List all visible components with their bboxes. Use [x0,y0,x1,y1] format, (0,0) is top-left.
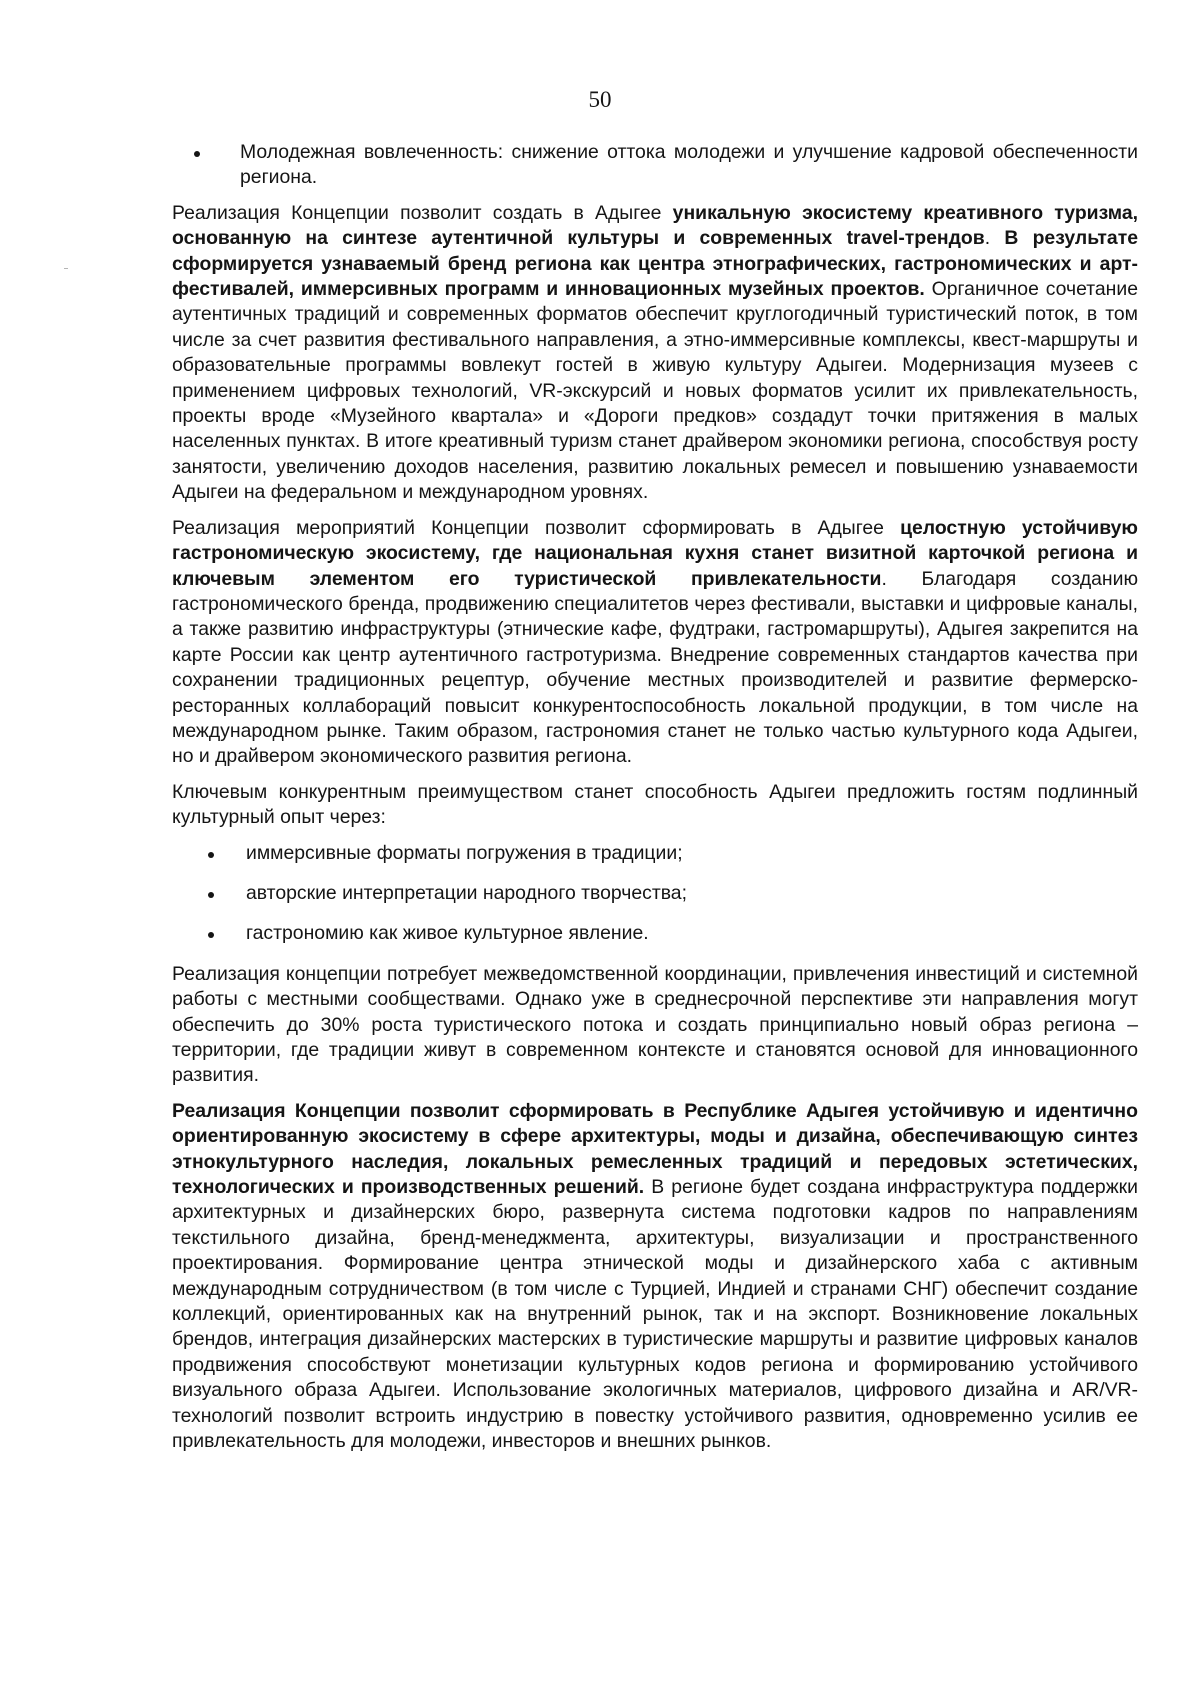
paragraph-creative-tourism [172,201,1138,506]
paragraph-gastronomy [172,516,1138,770]
p2-text-c: . Благодаря созданию гастрономического бренда, продвижению специалитетов через фестивали, выставки и цифровые каналы, а также развитию инфраструктуры (этнические кафе, фудтраки, гастромаршруты), Адыгея закрепится на карте России как центр аутентичного гастротуризма. Внедрение современных стандартов качества при сохранении традиционных рецептур, обучение местных производителей и развитие фермерско-ресторанных коллабораций повысит конкурентоспособность локальной продукции, в том числе на международном рынке. Таким образом, гастрономия станет не только частью культурного кода Адыгеи, но и драйвером экономического развития региона. [172,567,1138,768]
paragraph-coordination: Реализация концепции потребует межведомственной координации, привлечения инвестиций и системной работы с местными сообществами. Однако уже в среднесрочной перспективе эти направления могут обеспечить до 30% роста туристического потока и создать принципиально новый образ региона – территории, где традиции живут в современном контексте и становятся основой для инновационного развития. [172,962,1138,1087]
list-item [172,881,1138,906]
list-item [172,140,1138,191]
list-item-text: иммерсивные форматы погружения в традиции; [246,841,683,864]
list-item-text: Молодежная вовлеченность: снижение оттока молодежи и улучшение кадровой обеспеченности региона. [240,141,1138,189]
p5-text-rest: В регионе будет создана инфраструктура поддержки архитектурных и дизайнерских бюро, развернута система подготовки кадров по направлениям текстильного дизайна, бренд-менеджмента, архитектуры, визуализации и пространственного проектирования. Формирование центра этнической моды и дизайнерского хаба с активным международным сотрудничеством (в том числе с Турцией, Индией и странами СНГ) обеспечит создание коллекций, ориентированных как на внутренний рынок, так и на экспорт. Возникновение локальных брендов, интеграция дизайнерских мастерских в туристические маршруты и развитие цифровых каналов продвижения способствуют монетизации культурных кодов региона и формированию устойчивого визуального образа Адыгеи. Использование экологичных материалов, цифрового дизайна и AR/VR-технологий позволит встроить индустрию в повестку устойчивого развития, одновременно усилив ее привлекательность для молодежи, инвесторов и внешних рынков. [172,1176,1138,1453]
paragraph-design [172,1099,1138,1455]
p2-bold-gastronomy: целостную устойчивую гастрономическую экосистему, где национальная кухня станет визитной карточкой региона и ключевым элементом его туристической привлекательности [172,516,1138,590]
list-item [172,921,1138,946]
page-number: 50 [588,87,612,112]
paragraph-advantage: Ключевым конкурентным преимуществом станет способность Адыгеи предложить гостям подлинный культурный опыт через: [172,780,1138,829]
bullet-icon [208,852,214,858]
p1-bold-ecosystem: уникальную экосистему креативного туризма, основанную на синтезе аутентичной культуры и современных travel-трендов [172,201,1138,250]
list-item [172,841,1138,866]
bullet-icon [208,892,214,898]
page-body [172,140,1138,1465]
p1-text-a: Реализация Концепции позволит создать в Адыгее [172,201,673,224]
scan-mark [64,268,68,269]
intro-bullet-list [172,140,1138,191]
bullet-icon [194,151,200,157]
list-item-text: авторские интерпретации народного творчества; [246,881,687,904]
p1-text-c: . [984,227,1005,250]
p2-text-a: Реализация мероприятий Концепции позволит сформировать в Адыгее [172,516,901,539]
p5-bold-design: Реализация Концепции позволит сформировать в Республике Адыгея устойчивую и идентично ориентированную экосистему в сфере архитектуры, моды и дизайна, обеспечивающую синтез этнокультурного наследия, локальных ремесленных традиций и передовых эстетических, технологических и производственных решений. [172,1099,1138,1199]
p1-bold-brand: В результате сформируется узнаваемый бренд региона как центра этнографических, гастрономических и арт-фестивалей, иммерсивных программ и инновационных музейных проектов. [172,227,1138,301]
p1-text-e: Органичное сочетание аутентичных традиций и современных форматов обеспечит круглогодичный туристический поток, в том числе за счет развития фестивального направления, а этно-иммерсивные комплексы, квест-маршруты и образовательные программы вовлекут гостей в живую культуру Адыгеи. Модернизация музеев с применением цифровых технологий, VR-экскурсий и новых форматов усилит их привлекательность, проекты вроде «Музейного квартала» и «Дороги предков» создадут точки притяжения в малых населенных пунктах. В итоге креативный туризм станет драйвером экономики региона, способствуя росту занятости, увеличению доходов населения, развитию локальных ремесел и повышению узнаваемости Адыгеи на федеральном и международном уровнях. [172,278,1138,504]
list-item-text: гастрономию как живое культурное явление. [246,922,649,945]
bullet-icon [208,932,214,938]
advantages-list [172,841,1138,947]
